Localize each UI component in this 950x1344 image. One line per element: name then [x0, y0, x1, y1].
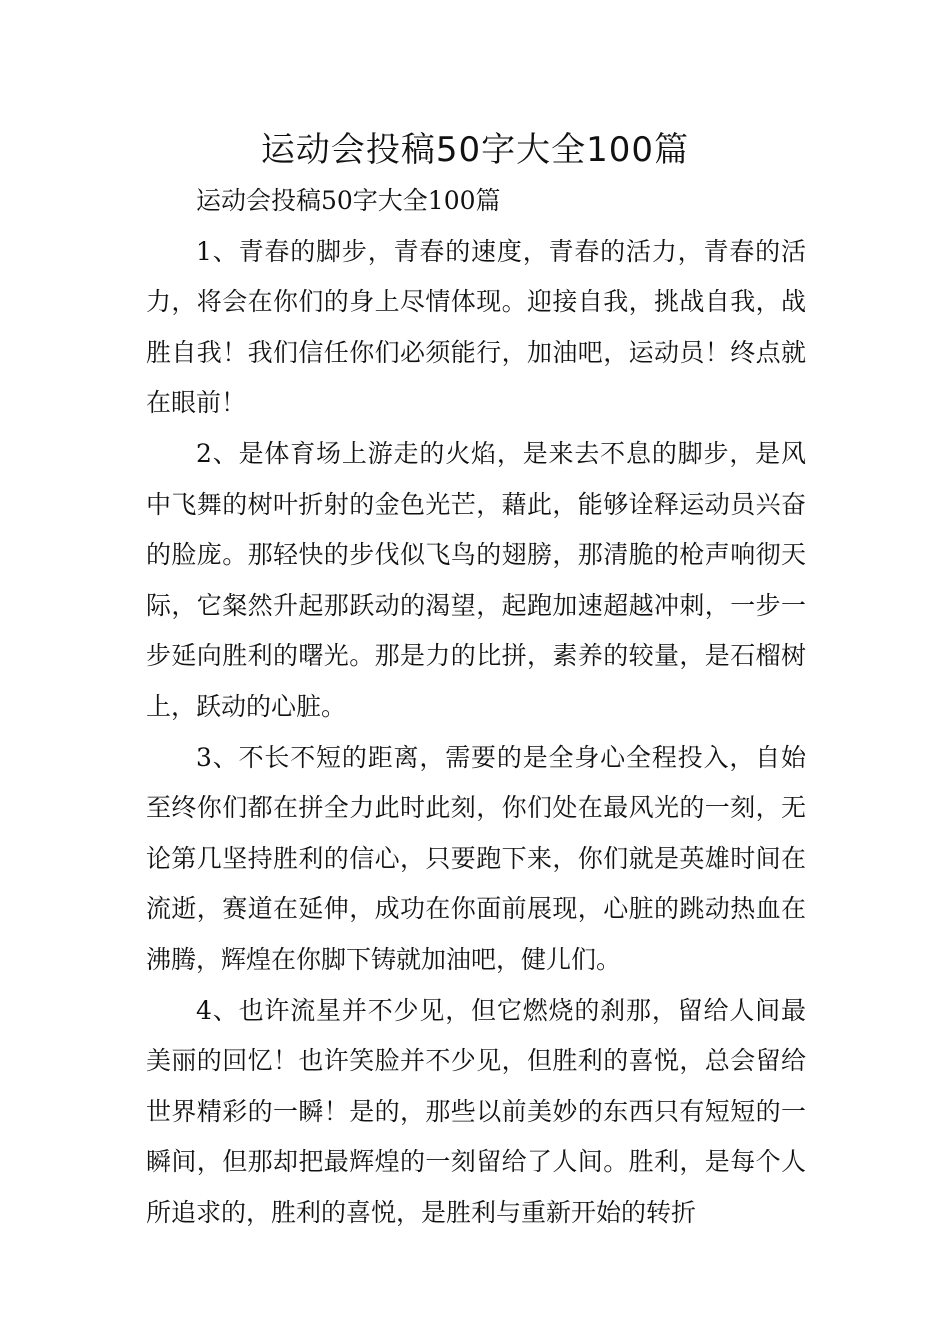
paragraph: 4、也许流星并不少见，但它燃烧的刹那，留给人间最美丽的回忆！也许笑脸并不少见，但胜利的喜悦，总会留给世界精彩的一瞬！是的，那些以前美妙的东西只有短短的一瞬间，但那却把最辉煌的一刻留给了人间。胜利，是每个人所追求的，胜利的喜悦，是胜利与重新开始的转折 [146, 995, 806, 1227]
document-title: 运动会投稿50字大全100篇 [260, 130, 690, 170]
document-subtitle: 运动会投稿50字大全100篇 [196, 186, 501, 215]
paragraph: 3、不长不短的距离，需要的是全身心全程投入，自始至终你们都在拼全力此时此刻，你们处在最风光的一刻，无论第几坚持胜利的信心，只要跑下来，你们就是英雄时间在流逝，赛道在延伸，成功在你面前展现，心脏的跳动热血在沸腾，辉煌在你脚下铸就加油吧，健儿们。 [146, 742, 806, 974]
paragraph: 1、青春的脚步，青春的速度，青春的活力，青春的活力，将会在你们的身上尽情体现。迎接自我，挑战自我，战胜自我！我们信任你们必须能行，加油吧，运动员！终点就在眼前！ [146, 236, 806, 418]
document-body [146, 176, 806, 1238]
paragraph: 2、是体育场上游走的火焰，是来去不息的脚步，是风中飞舞的树叶折射的金色光芒，藉此，能够诠释运动员兴奋的脸庞。那轻快的步伐似飞鸟的翅膀，那清脆的枪声响彻天际，它粲然升起那跃动的渴望，起跑加速超越冲刺，一步一步延向胜利的曙光。那是力的比拼，素养的较量，是石榴树上，跃动的心脏。 [146, 438, 806, 721]
